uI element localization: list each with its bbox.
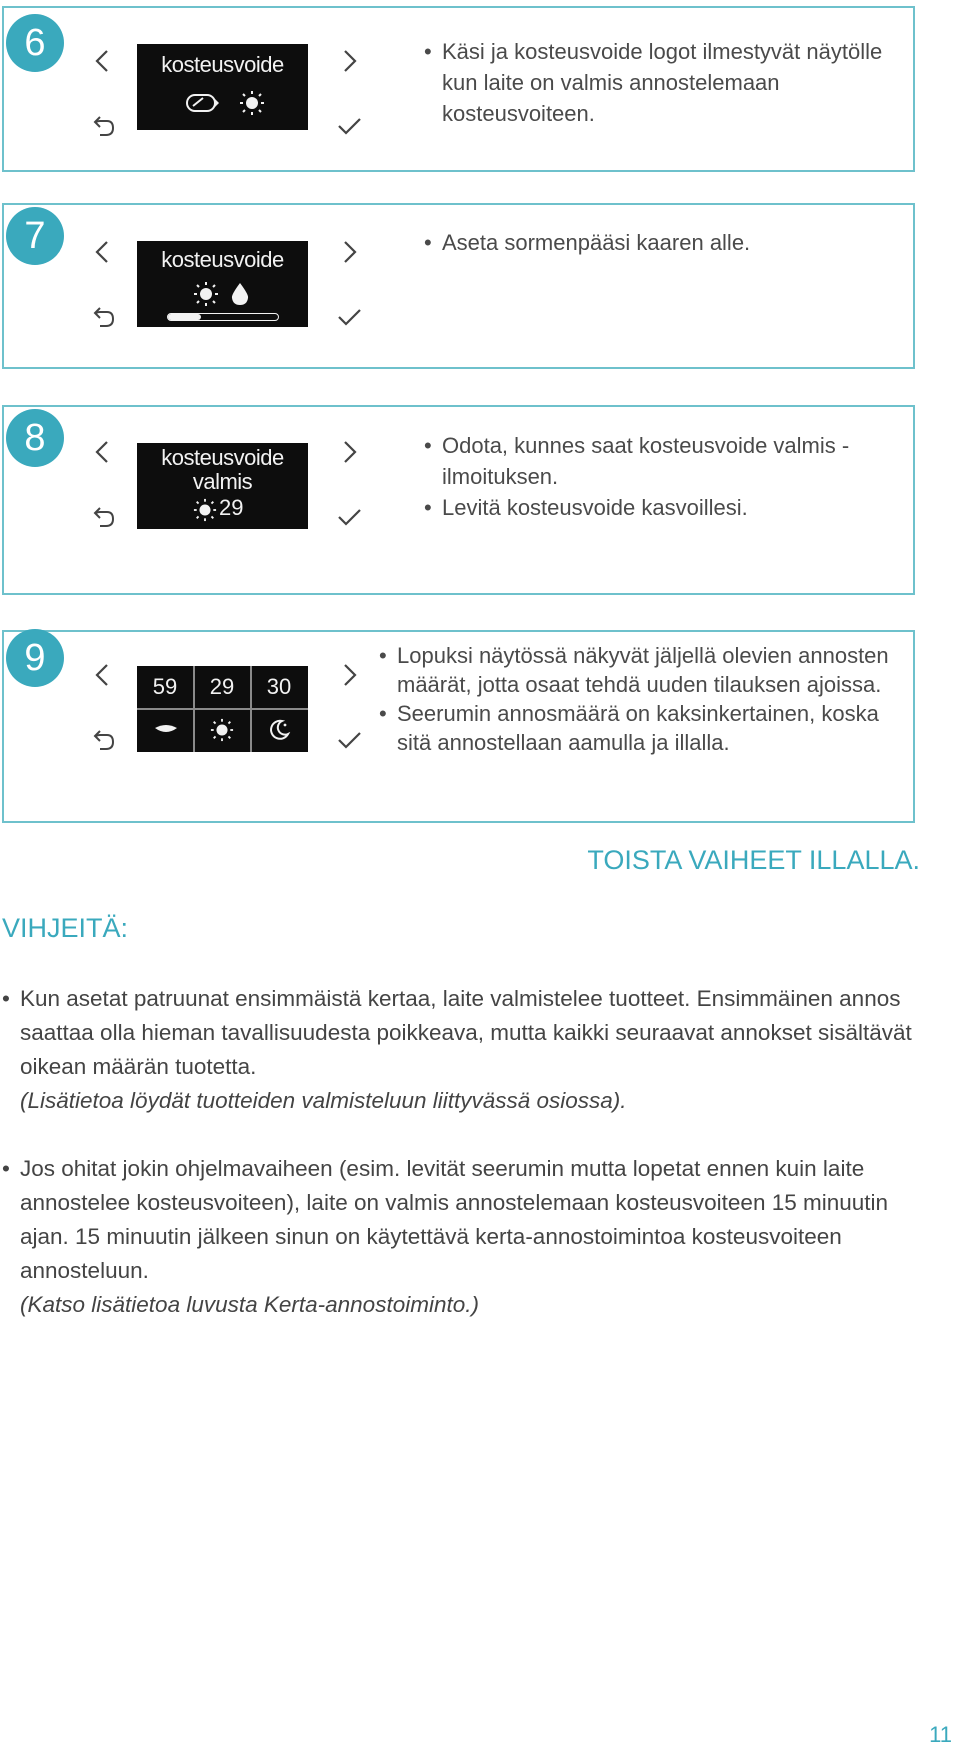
chevron-right-icon [334, 660, 364, 690]
instructions [424, 227, 894, 258]
chevron-left-icon [88, 660, 118, 690]
step-8-panel [2, 405, 915, 595]
night-cream-count: 30 [266, 674, 292, 699]
bullet: • [2, 986, 10, 1011]
sun-icon [210, 718, 234, 742]
instruction-item: • Aseta sormenpääsi kaaren alle. [424, 227, 894, 258]
tip-note: (Lisätietoa löydät tuotteiden valmisteluun liittyvässä osiossa). [20, 1088, 627, 1113]
moon-icon [267, 718, 291, 742]
instruction-item: • Lopuksi näytössä näkyvät jäljellä olevien annosten määrät, jotta osaat tehdä uuden tilauksen ajoissa. [379, 641, 899, 699]
sun-icon [193, 498, 217, 522]
chevron-right-icon [334, 46, 364, 76]
back-arrow-icon [88, 725, 118, 755]
screen-text: kosteusvoide [161, 52, 284, 77]
tip-2 [2, 1152, 922, 1322]
screen-text: kosteusvoide [161, 445, 284, 470]
step-number: 9 [6, 629, 64, 687]
device-screen [137, 443, 308, 529]
back-arrow-icon [88, 302, 118, 332]
chevron-left-icon [88, 46, 118, 76]
step-9-panel [2, 630, 915, 823]
screen-status: valmis [192, 469, 253, 494]
tip-text: Kun asetat patruunat ensimmäistä kertaa, laite valmistelee tuotteet. Ensimmäinen annos saattaa olla hieman tavallisuudesta poikkeava, mutta kaikki seuraavat annokset sisältävät oikean määrän tuotetta. [20, 986, 912, 1079]
chevron-left-icon [88, 237, 118, 267]
chevron-right-icon [334, 237, 364, 267]
instructions [424, 36, 894, 129]
step-number: 6 [6, 14, 64, 72]
instruction-item: • Käsi ja kosteusvoide logot ilmestyvät näytölle kun laite on valmis annostelemaan kosteusvoiteen. [424, 36, 894, 129]
tip-text: Jos ohitat jokin ohjelmavaiheen (esim. levität seerumin mutta lopetat ennen kuin laite annostelee kosteusvoiteen), laite on valmis annostelemaan kosteusvoiteen 15 minuutin ajan. 15 minuutin jälkeen sinun on käytettävä kerta-annostoimintoa kosteusvoiteen annosteluun. [20, 1156, 889, 1283]
device-screen [137, 241, 308, 327]
day-cream-count: 29 [209, 674, 235, 699]
tip-1 [2, 982, 922, 1118]
progress-fill [168, 314, 201, 320]
checkmark-icon [334, 725, 364, 755]
serum-count: 59 [152, 674, 178, 699]
device-screen-counts [137, 666, 308, 752]
instructions [424, 430, 894, 523]
sun-icon [193, 281, 219, 307]
step-number: 7 [6, 207, 64, 265]
step-7-panel [2, 203, 915, 369]
step-6-panel [2, 6, 915, 172]
device-screen [137, 44, 308, 130]
instruction-item: • Seerumin annosmäärä on kaksinkertainen, koska sitä annostellaan aamulla ja illalla. [379, 699, 899, 757]
tip-note: (Katso lisätietoa luvusta Kerta-annostoiminto.) [20, 1292, 479, 1317]
repeat-heading: TOISTA VAIHEET ILLALLA. [587, 845, 920, 875]
back-arrow-icon [88, 502, 118, 532]
checkmark-icon [334, 111, 364, 141]
instruction-item: • Odota, kunnes saat kosteusvoide valmis -ilmoituksen. [424, 430, 894, 492]
tips-heading: VIHJEITÄ: [2, 913, 129, 943]
back-arrow-icon [88, 111, 118, 141]
screen-text: kosteusvoide [161, 247, 284, 272]
chevron-right-icon [334, 437, 364, 467]
chevron-left-icon [88, 437, 118, 467]
step-number: 8 [6, 409, 64, 467]
dose-count: 29 [219, 495, 244, 520]
drop-icon [229, 281, 251, 307]
bullet: • [2, 1156, 10, 1181]
checkmark-icon [334, 302, 364, 332]
hand-icon [185, 90, 221, 116]
instructions [379, 641, 899, 757]
grid-divider [137, 708, 308, 710]
page-number: 11 [929, 1722, 952, 1747]
instruction-item: • Levitä kosteusvoide kasvoillesi. [424, 492, 894, 523]
progress-bar [167, 313, 279, 321]
checkmark-icon [334, 502, 364, 532]
sun-icon [239, 90, 265, 116]
serum-lips-icon [153, 722, 179, 738]
